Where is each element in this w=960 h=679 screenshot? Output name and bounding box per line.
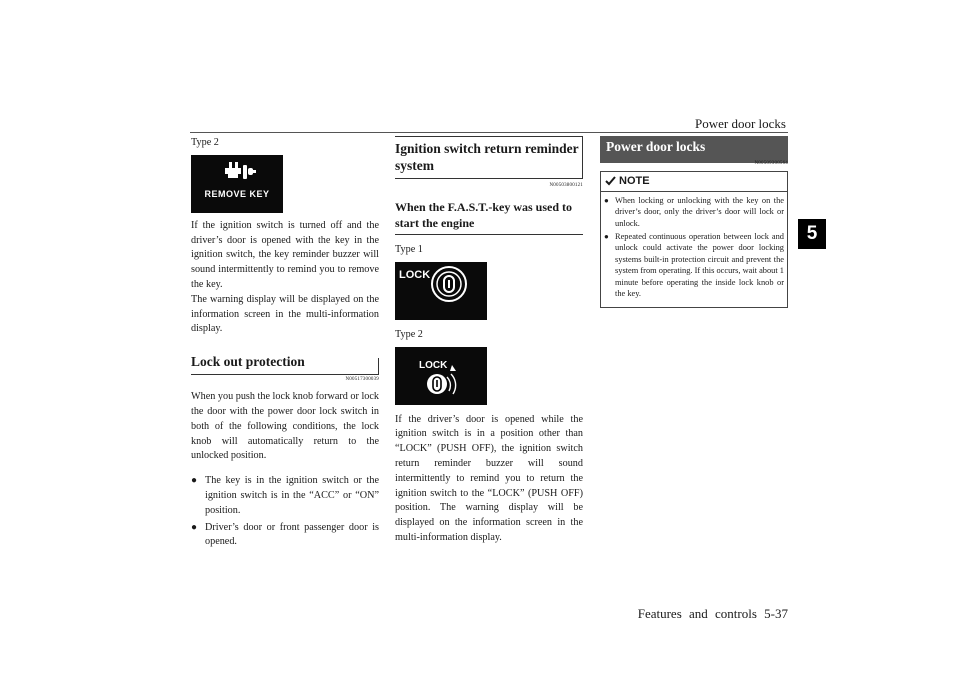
list-item: [191, 521, 379, 551]
type-label: Type 1: [395, 244, 423, 255]
section-title: Ignition switch return reminder system: [395, 141, 579, 173]
remove-key-display: [191, 155, 283, 213]
section-code: N00503800121: [549, 183, 583, 188]
list-item-text: Repeated continuous operation between lock and unlock could activate the power door locking systems built-in protection circuit and prevent the system from operating. If this occurs, wait about 1 minute before operating the inside lock knob or the key.: [615, 232, 784, 299]
column-1: [191, 136, 379, 552]
key-in-switch-icon: [191, 157, 283, 191]
section-title: Lock out protection: [191, 354, 305, 370]
type-label: Type 2: [395, 328, 423, 340]
checkmark-icon: [605, 176, 616, 186]
section-heading-ignition-reminder: [395, 136, 583, 179]
section-code: N00509300564: [754, 161, 788, 166]
note-box: [600, 171, 788, 308]
column-2: [395, 136, 583, 546]
bullet-dot-icon: ●: [191, 521, 198, 533]
section-banner: Power door locks: [600, 136, 788, 163]
list-item-text: When locking or unlocking with the key on the driver’s door, only the driver’s door will lock or unlock.: [615, 195, 784, 228]
note-header: [601, 172, 787, 192]
heading-tick: [378, 358, 379, 374]
header-rule: [190, 132, 788, 133]
list-item-text: Driver’s door or front passenger door is opened.: [205, 521, 379, 548]
lock-display-type1: [395, 262, 487, 320]
paragraph: If the driver’s door is opened while the ignition switch is in a position other than “LOCK” (PUSH OFF), the ignition switch return reminder buzzer will sound intermittently to remind you to return the ignition switch to the “LOCK” (PUSH OFF) position. The warning display will be displayed on the information screen in the multi-information display.: [395, 413, 583, 543]
bullet-dot-icon: ●: [604, 195, 609, 205]
heading-tick: [582, 137, 583, 178]
list-item: [604, 231, 784, 299]
type-label: Type 2: [191, 137, 219, 148]
chapter-tab: 5: [798, 219, 826, 249]
section-code: N00517300039: [345, 377, 379, 383]
bullet-list: [191, 474, 379, 550]
bullet-dot-icon: ●: [604, 232, 609, 242]
lock-display-type2: [395, 347, 487, 405]
bullet-dot-icon: ●: [191, 475, 198, 487]
power-button-icon: [395, 262, 487, 320]
column-3: [600, 136, 788, 308]
lock-text: LOCK: [399, 268, 431, 281]
paragraph: The warning display will be displayed on the information screen in the multi-information display.: [191, 293, 379, 335]
page-footer: Features and controls 5-37: [637, 606, 788, 621]
paragraph: When you push the lock knob forward or lock the door with the power door lock switch in both of the following conditions, the lock knob will automatically return to the unlocked position.: [191, 391, 379, 462]
note-label: NOTE: [619, 175, 650, 187]
page-header-title: Power door locks: [695, 116, 786, 131]
remove-key-text: REMOVE KEY: [204, 189, 270, 199]
list-item: [604, 195, 784, 229]
power-button-icon: [395, 347, 487, 405]
section-heading-lock-out: [191, 347, 379, 375]
lock-text: LOCK: [419, 359, 448, 371]
paragraph: If the ignition switch is turned off and the driver’s door is opened with the key in the ignition switch, the key reminder buzzer will sound intermittently to remind you to remove the key.: [191, 219, 379, 290]
list-item: [191, 474, 379, 518]
list-item-text: The key is in the ignition switch or the ignition switch is in the “ACC” or “ON” position.: [205, 475, 379, 516]
sub-heading: When the F.A.S.T.-key was used to start the engine: [395, 195, 583, 235]
